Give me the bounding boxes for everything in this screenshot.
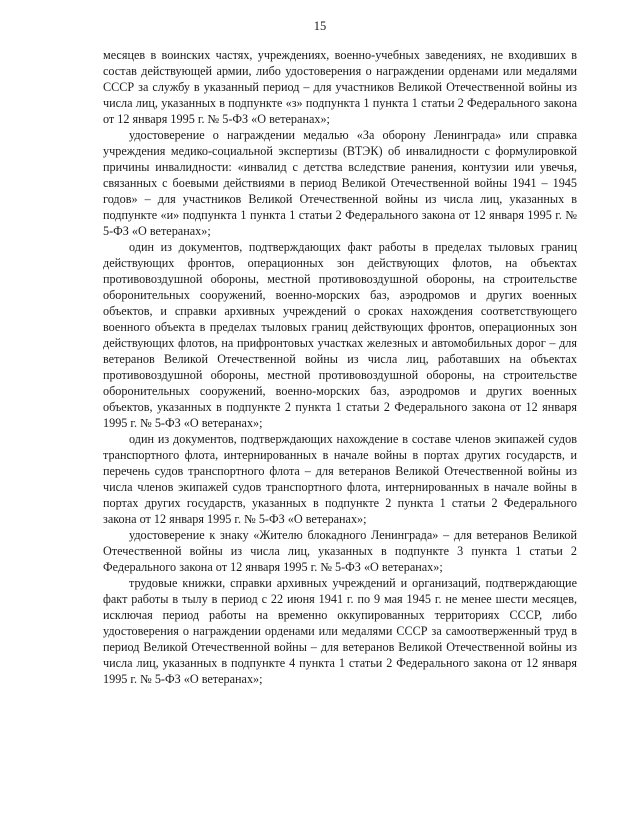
paragraph: трудовые книжки, справки архивных учреждений и организаций, подтверждающие факт работы в тылу в период с 22 июня 1941 г. по 9 мая 1945 г. не менее шести месяцев, исключая период работы на временно оккупированных территориях СССР, либо удостоверения о награждении орденами или медалями СССР за самоотверженный труд в период Великой Отечественной войны – для ветеранов Великой Отечественной войны из числа лиц, указанных в подпункте 4 пункта 1 статьи 2 Федерального закона от 12 января 1995 г. № 5-ФЗ «О ветеранах»;	[103, 576, 577, 686]
document-body	[103, 47, 577, 687]
paragraph-continued: месяцев в воинских частях, учреждениях, военно-учебных заведениях, не входивших в состав действующей армии, либо удостоверения о награждении орденами или медалями СССР за службу в указанный период – для участников Великой Отечественной войны из числа лиц, указанных в подпункте «з» подпункта 1 пункта 1 статьи 2 Федерального закона от 12 января 1995 г. № 5-ФЗ «О ветеранах»;	[103, 48, 577, 126]
paragraph: один из документов, подтверждающих факт работы в пределах тыловых границ действующих фронтов, операционных зон действующих флотов, на объектах противовоздушной обороны, местной противовоздушной обороны, на строительстве оборонительных сооружений, военно-морских баз, аэродромов и других военных объектов, и справки архивных учреждений о сроках нахождения соответствующего военного объекта в пределах тыловых границ действующих фронтов, операционных зон действующих флотов, на прифронтовых участках железных и автомобильных дорог – для ветеранов Великой Отечественной войны из числа лиц, работавших на объектах противовоздушной обороны, местной противовоздушной обороны, на строительстве оборонительных сооружений, военно-морских баз, аэродромов и других военных объектов, указанных в подпункте 2 пункта 1 статьи 2 Федерального закона от 12 января 1995 г. № 5-ФЗ «О ветеранах»;	[103, 240, 577, 430]
paragraph: удостоверение о награждении медалью «За оборону Ленинграда» или справка учреждения медико-социальной экспертизы (ВТЭК) об инвалидности с формулировкой причины инвалидности: «инвалид с детства вследствие ранения, контузии или увечья, связанных с боевыми действиями в период Великой Отечественной войны 1941 – 1945 годов» – для участников Великой Отечественной войны из числа лиц, указанных в подпункте «и» подпункта 1 пункта 1 статьи 2 Федерального закона от 12 января 1995 г. № 5-ФЗ «О ветеранах»;	[103, 128, 577, 238]
paragraph: удостоверение к знаку «Жителю блокадного Ленинграда» – для ветеранов Великой Отечественной войны из числа лиц, указанных в подпункте 3 пункта 1 статьи 2 Федерального закона от 12 января 1995 г. № 5-ФЗ «О ветеранах»;	[103, 528, 577, 574]
page-number: 15	[313, 19, 327, 33]
paragraph: один из документов, подтверждающих нахождение в составе членов экипажей судов транспортного флота, интернированных в начале войны в портах других государств, и перечень судов транспортного флота – для ветеранов Великой Отечественной войны из числа членов экипажей судов транспортного флота, интернированных в начале войны в портах других государств, указанных в подпункте 2 пункта 1 статьи 2 Федерального закона от 12 января 1995 г. № 5-ФЗ «О ветеранах»;	[103, 432, 577, 526]
